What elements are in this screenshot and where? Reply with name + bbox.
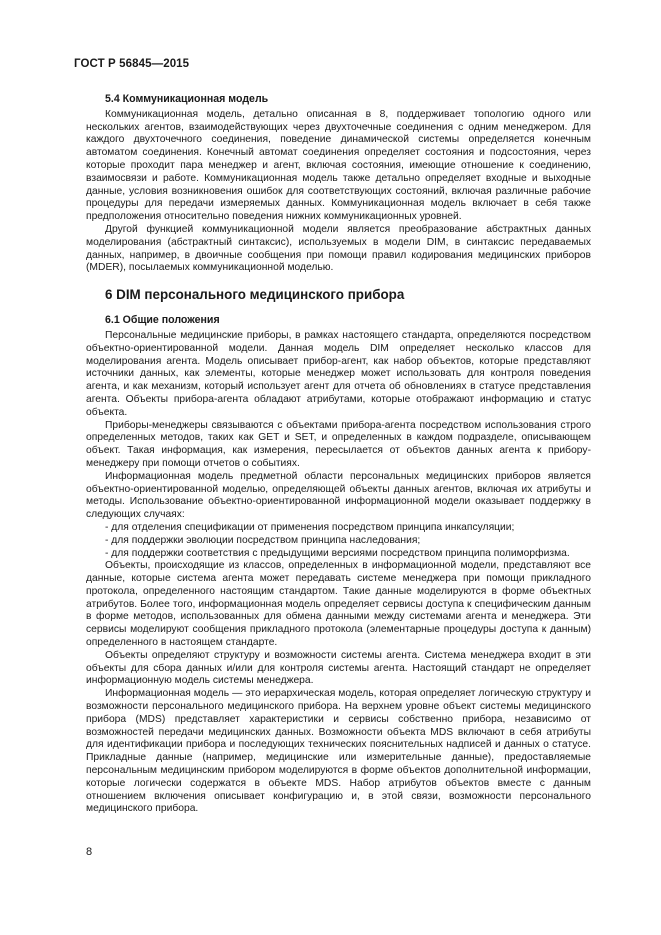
- list-item: - для отделения спецификации от применения посредством принципа инкапсуляции;: [105, 521, 515, 533]
- page-body: [86, 93, 591, 816]
- paragraph: Объекты, происходящие из классов, определенных в информационной модели, представляют все данные, которые система агента может передавать системе менеджера при помощи прикладного протокола, определенного настоящим стандартом. Такие данные моделируются в форме объектных атрибутов. Более того, информационная модель определяет сервисы доступа к специфическим данным в форме методов, использованных для обмена данными между системами агента и менеджера. Эти сервисы моделируют сообщения прикладного протокола (элементарные процедуры доступа к данным) определенного в настоящем стандарте.: [86, 560, 591, 649]
- page-number: 8: [86, 846, 93, 858]
- paragraph: Персональные медицинские приборы, в рамках настоящего стандарта, определяются посредством объектно-ориентированной модели. Данная модель DIM определяет несколько классов для моделирования агента. Модель описывает прибор-агент, как набор объектов, которые представляют источники данных, как элементы, которые менеджер может использовать для контроля поведения агента, и как механизм, который использует агент для отчета об обновлениях в статусе представления агента. Объекты прибора-агента обладают атрибутами, которые отображают информацию и статус объекта.: [86, 329, 591, 418]
- paragraph: Информационная модель предметной области персональных медицинских приборов является объектно-ориентированной моделью, определяющей объекты данных агентов, включая их атрибуты и методы. Использование объектно-ориентированной информационной модели оказывает поддержку в следующих случаях:: [86, 470, 591, 521]
- paragraph: Коммуникационная модель, детально описанная в 8, поддерживает топологию одного или нескольких агентов, взаимодействующих через двухточечные соединения с одним менеджером. Для каждого двухточечного соединения, поведение динамической системы определяется конечным автоматом соединения. Конечный автомат соединения определяет состояния и подсостояния, через которые проходит пара менеджер и агент, включая состояния, имеющие отношение к соединению, взаимосвязи и работе. Коммуникационная модель также детально определяет входные и выходные данные, условия возникновения ошибок для соответствующих состояний, включая различные рабочие процедуры для передачи измеряемых данных. Коммуникационная модель включает в себя также предположения относительно поведения нижних коммуникационных уровней.: [86, 108, 591, 223]
- section-5-4-title: 5.4 Коммуникационная модель: [105, 93, 269, 105]
- document-header: ГОСТ Р 56845—2015: [74, 58, 190, 70]
- section-6-1-title: 6.1 Общие положения: [105, 314, 220, 327]
- list-item: - для поддержки эволюции посредством принципа наследования;: [105, 534, 421, 546]
- paragraph: Другой функцией коммуникационной модели является преобразование абстрактных данных моделирования (абстрактный синтаксис), используемых в модели DIM, в синтаксис передаваемых данных, например, в двоичные сообщения при помощи правил кодирования медицинских приборов (MDER), посылаемых коммуникационной моделью.: [86, 223, 591, 274]
- section-6-title: 6 DIM персонального медицинского прибора: [105, 287, 405, 303]
- paragraph: Приборы-менеджеры связываются с объектами прибора-агента посредством использования строго определенных методов, таких как GET и SET, и определенных в каждом подразделе, описывающем объект. Такая информация, как измерения, пересылается от объектов данных агента к прибору-менеджеру при помощи отчетов о событиях.: [86, 419, 591, 469]
- list-item: - для поддержки соответствия с предыдущими версиями посредством принципа полиморфизма.: [105, 547, 570, 559]
- paragraph: Информационная модель — это иерархическая модель, которая определяет логическую структуру и возможности персонального медицинского прибора. На верхнем уровне объект системы медицинского прибора (MDS) представляет характеристики и сервисы собственно прибора, независимо от возможностей передачи медицинских данных. Возможности объекта MDS включают в себя атрибуты для идентификации прибора и последующих технических пояснительных надписей и данных о статусе. Прикладные данные (например, медицинские или измерительные данные), предоставляемые персональным медицинским прибором моделируются в форме объектов дополнительной информации, которые логически содержатся в объекте MDS. Набор атрибутов объектов вместе с данным отношением включения описывает конфигурацию и, в этой связи, возможности персонального медицинского прибора.: [86, 688, 591, 815]
- paragraph: Объекты определяют структуру и возможности системы агента. Система менеджера входит в эти объекты для сбора данных и/или для контроля системы агента. Настоящий стандарт не определяет информационную модель системы менеджера.: [86, 649, 591, 687]
